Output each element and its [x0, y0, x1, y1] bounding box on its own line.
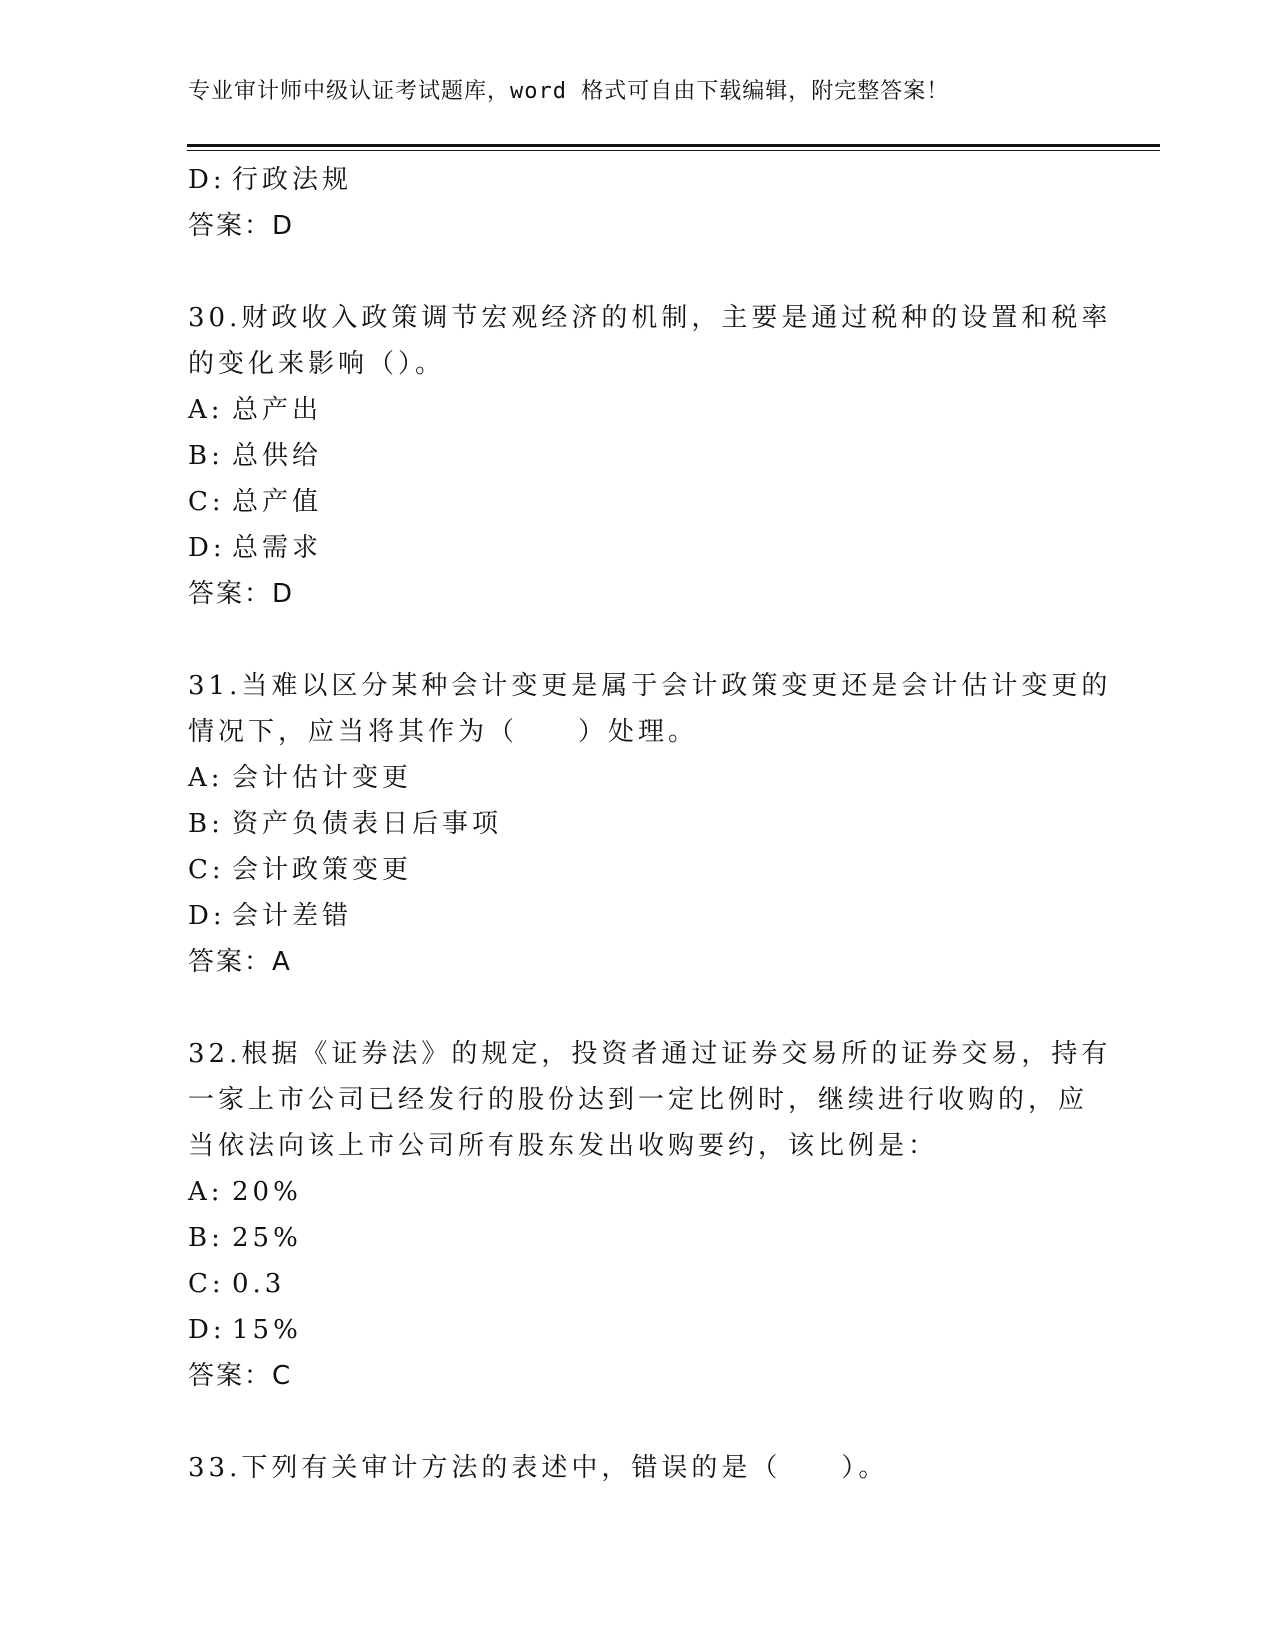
option-key: A:	[188, 395, 224, 425]
page-header: 专业审计师中级认证考试题库，word 格式可自由下载编辑，附完整答案！	[188, 79, 950, 104]
option-text: 总产值	[232, 487, 323, 517]
option-key: B:	[188, 1223, 224, 1253]
header-divider-thin	[187, 150, 1160, 151]
option-text: 行政法规	[232, 165, 353, 195]
option-a	[188, 1169, 1088, 1215]
option-key: D:	[188, 165, 226, 195]
option-text: 15%	[232, 1315, 302, 1345]
option-c	[188, 1261, 1088, 1307]
option-text: 会计差错	[232, 901, 353, 931]
option-text: 总产出	[232, 395, 323, 425]
option-key: A:	[188, 1177, 224, 1207]
option-key: D:	[188, 901, 226, 931]
spacer	[188, 985, 1088, 1031]
option-text: 总需求	[232, 533, 323, 563]
question-stem-line: 一家上市公司已经发行的股份达到一定比例时，继续进行收购的，应	[188, 1085, 1089, 1115]
question-list	[188, 157, 1112, 1491]
option-b	[188, 1215, 1088, 1261]
option-key: C:	[188, 855, 225, 885]
option-d	[188, 157, 1088, 203]
option-text: 总供给	[232, 441, 323, 471]
option-key: B:	[188, 441, 224, 471]
option-key: D:	[188, 1315, 226, 1345]
answer-line: 答案：D	[188, 211, 295, 241]
option-text: 会计估计变更	[232, 763, 413, 793]
option-key: A:	[188, 763, 224, 793]
option-text: 资产负债表日后事项	[232, 809, 503, 839]
option-b	[188, 433, 1088, 479]
option-text: 25%	[232, 1223, 302, 1253]
option-d	[188, 1307, 1088, 1353]
option-text: 会计政策变更	[232, 855, 413, 885]
option-a	[188, 387, 1088, 433]
question-stem-line: 情况下，应当将其作为（ ）处理。	[188, 717, 699, 747]
option-c	[188, 479, 1088, 525]
spacer	[188, 617, 1088, 663]
option-key: B:	[188, 809, 224, 839]
option-key: D:	[188, 533, 226, 563]
answer-line: 答案：C	[188, 1361, 293, 1391]
spacer	[188, 249, 1088, 295]
option-text: 0.3	[232, 1269, 286, 1299]
spacer	[188, 1399, 1088, 1445]
header-divider	[187, 144, 1160, 147]
option-d	[188, 893, 1088, 939]
answer-line: 答案：D	[188, 579, 295, 609]
question-stem-line: 当依法向该上市公司所有股东发出收购要约，该比例是：	[188, 1131, 939, 1161]
option-key: C:	[188, 1269, 225, 1299]
option-key: C:	[188, 487, 225, 517]
question-stem-line: 33.下列有关审计方法的表述中，错误的是（ ）。	[188, 1453, 889, 1483]
option-d	[188, 525, 1088, 571]
question-32	[188, 1031, 1112, 1399]
option-b	[188, 801, 1088, 847]
question-31	[188, 663, 1112, 985]
question-stem-line: 30.财政收入政策调节宏观经济的机制，主要是通过税种的设置和税率	[188, 303, 1112, 333]
option-a	[188, 755, 1088, 801]
question-33	[188, 1445, 1088, 1491]
option-c	[188, 847, 1088, 893]
question-stem-line: 32.根据《证券法》的规定，投资者通过证券交易所的证券交易，持有	[188, 1039, 1112, 1069]
question-30	[188, 295, 1112, 617]
question-stem-line: 的变化来影响（）。	[188, 349, 446, 379]
option-text: 20%	[232, 1177, 302, 1207]
answer-line: 答案：A	[188, 947, 292, 977]
question-stem-line: 31.当难以区分某种会计变更是属于会计政策变更还是会计估计变更的	[188, 671, 1112, 701]
